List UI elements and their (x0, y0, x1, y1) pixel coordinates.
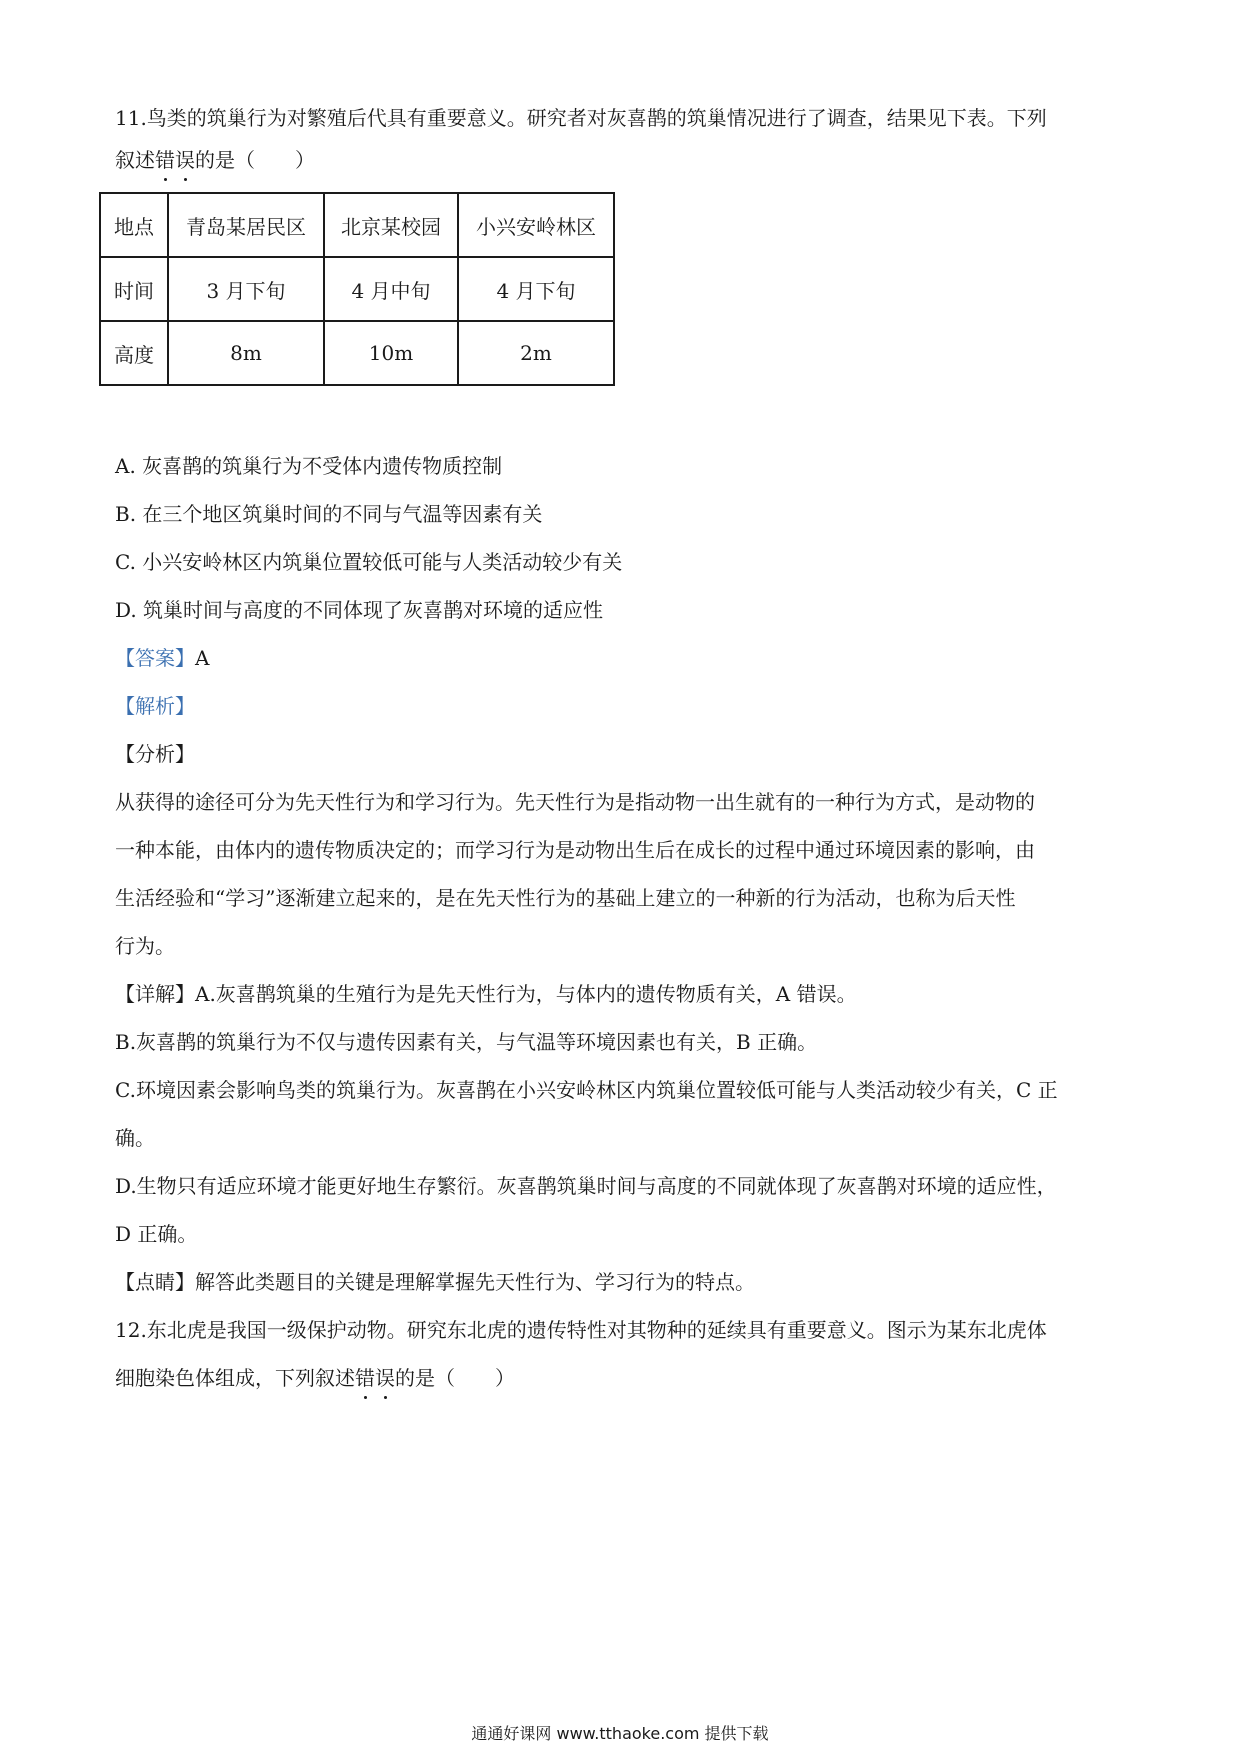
table-cell: 地点 (100, 193, 168, 257)
table-cell: 小兴安岭林区 (458, 193, 614, 257)
table-cell: 高度 (100, 321, 168, 385)
option-b: B. 在三个地区筑巢时间的不同与气温等因素有关 (115, 502, 543, 526)
analysis-label: 【解析】 (115, 694, 195, 718)
table-cell: 10m (324, 321, 458, 385)
q11-stem-line2 (115, 146, 315, 174)
detail-line: C.环境因素会影响鸟类的筑巢行为。灰喜鹊在小兴安岭林区内筑巢位置较低可能与人类活动较少有关，C 正 (115, 1078, 1058, 1102)
option-d: D. 筑巢时间与高度的不同体现了灰喜鹊对环境的适应性 (115, 598, 604, 622)
page-footer: 通通好课网 www.tthaoke.com 提供下载 (471, 1724, 769, 1743)
detail-line: D.生物只有适应环境才能更好地生存繁衍。灰喜鹊筑巢时间与高度的不同就体现了灰喜鹊对环境的适应性， (115, 1174, 1057, 1198)
fenxi-line: 从获得的途径可分为先天性行为和学习行为。先天性行为是指动物一出生就有的一种行为方式，是动物的 (115, 790, 1035, 814)
table-cell: 北京某校园 (324, 193, 458, 257)
q11-stem-post: 的是（ ） (195, 148, 315, 172)
fenxi-line: 生活经验和“学习”逐渐建立起来的，是在先天性行为的基础上建立的一种新的行为活动，也称为后天性 (115, 886, 1016, 910)
q11-stem-pre: 叙述 (115, 148, 155, 172)
q12-stem-post: 的是（ ） (395, 1366, 515, 1390)
answer-line (115, 644, 209, 672)
table-cell: 4 月中旬 (324, 257, 458, 321)
table-cell: 青岛某居民区 (168, 193, 324, 257)
q11-stem-line1: 11.鸟类的筑巢行为对繁殖后代具有重要意义。研究者对灰喜鹊的筑巢情况进行了调查，结果见下表。下列 (115, 106, 1047, 130)
fenxi-line: 行为。 (115, 934, 175, 958)
table-row (100, 257, 614, 321)
table-cell: 4 月下旬 (458, 257, 614, 321)
detail-line: 【详解】A.灰喜鹊筑巢的生殖行为是先天性行为，与体内的遗传物质有关，A 错误。 (115, 982, 857, 1006)
detail-line: D 正确。 (115, 1222, 198, 1246)
q12-stem-line1: 12.东北虎是我国一级保护动物。研究东北虎的遗传特性对其物种的延续具有重要意义。图示为某东北虎体 (115, 1318, 1047, 1342)
emphasis-char: 错 (355, 1366, 375, 1390)
table-cell: 8m (168, 321, 324, 385)
fenxi-line: 一种本能，由体内的遗传物质决定的；而学习行为是动物出生后在成长的过程中通过环境因素的影响，由 (115, 838, 1035, 862)
fenxi-label: 【分析】 (115, 742, 195, 766)
q12-stem-pre: 细胞染色体组成，下列叙述 (115, 1366, 355, 1390)
answer-value: A (195, 646, 210, 670)
table-cell: 2m (458, 321, 614, 385)
emphasis-char: 误 (375, 1366, 395, 1390)
table-row (100, 321, 614, 385)
table-row (100, 193, 614, 257)
option-c: C. 小兴安岭林区内筑巢位置较低可能与人类活动较少有关 (115, 550, 623, 574)
emphasis-char: 误 (175, 148, 195, 172)
detail-line: 确。 (115, 1126, 155, 1150)
q12-stem-line2 (115, 1364, 515, 1392)
table-cell: 3 月下旬 (168, 257, 324, 321)
table-cell: 时间 (100, 257, 168, 321)
option-a: A. 灰喜鹊的筑巢行为不受体内遗传物质控制 (115, 454, 503, 478)
dianjing-line: 【点睛】解答此类题目的关键是理解掌握先天性行为、学习行为的特点。 (115, 1270, 755, 1294)
answer-label: 【答案】 (115, 646, 195, 670)
detail-line: B.灰喜鹊的筑巢行为不仅与遗传因素有关，与气温等环境因素也有关，B 正确。 (115, 1030, 818, 1054)
survey-table (99, 192, 615, 386)
emphasis-char: 错 (155, 148, 175, 172)
